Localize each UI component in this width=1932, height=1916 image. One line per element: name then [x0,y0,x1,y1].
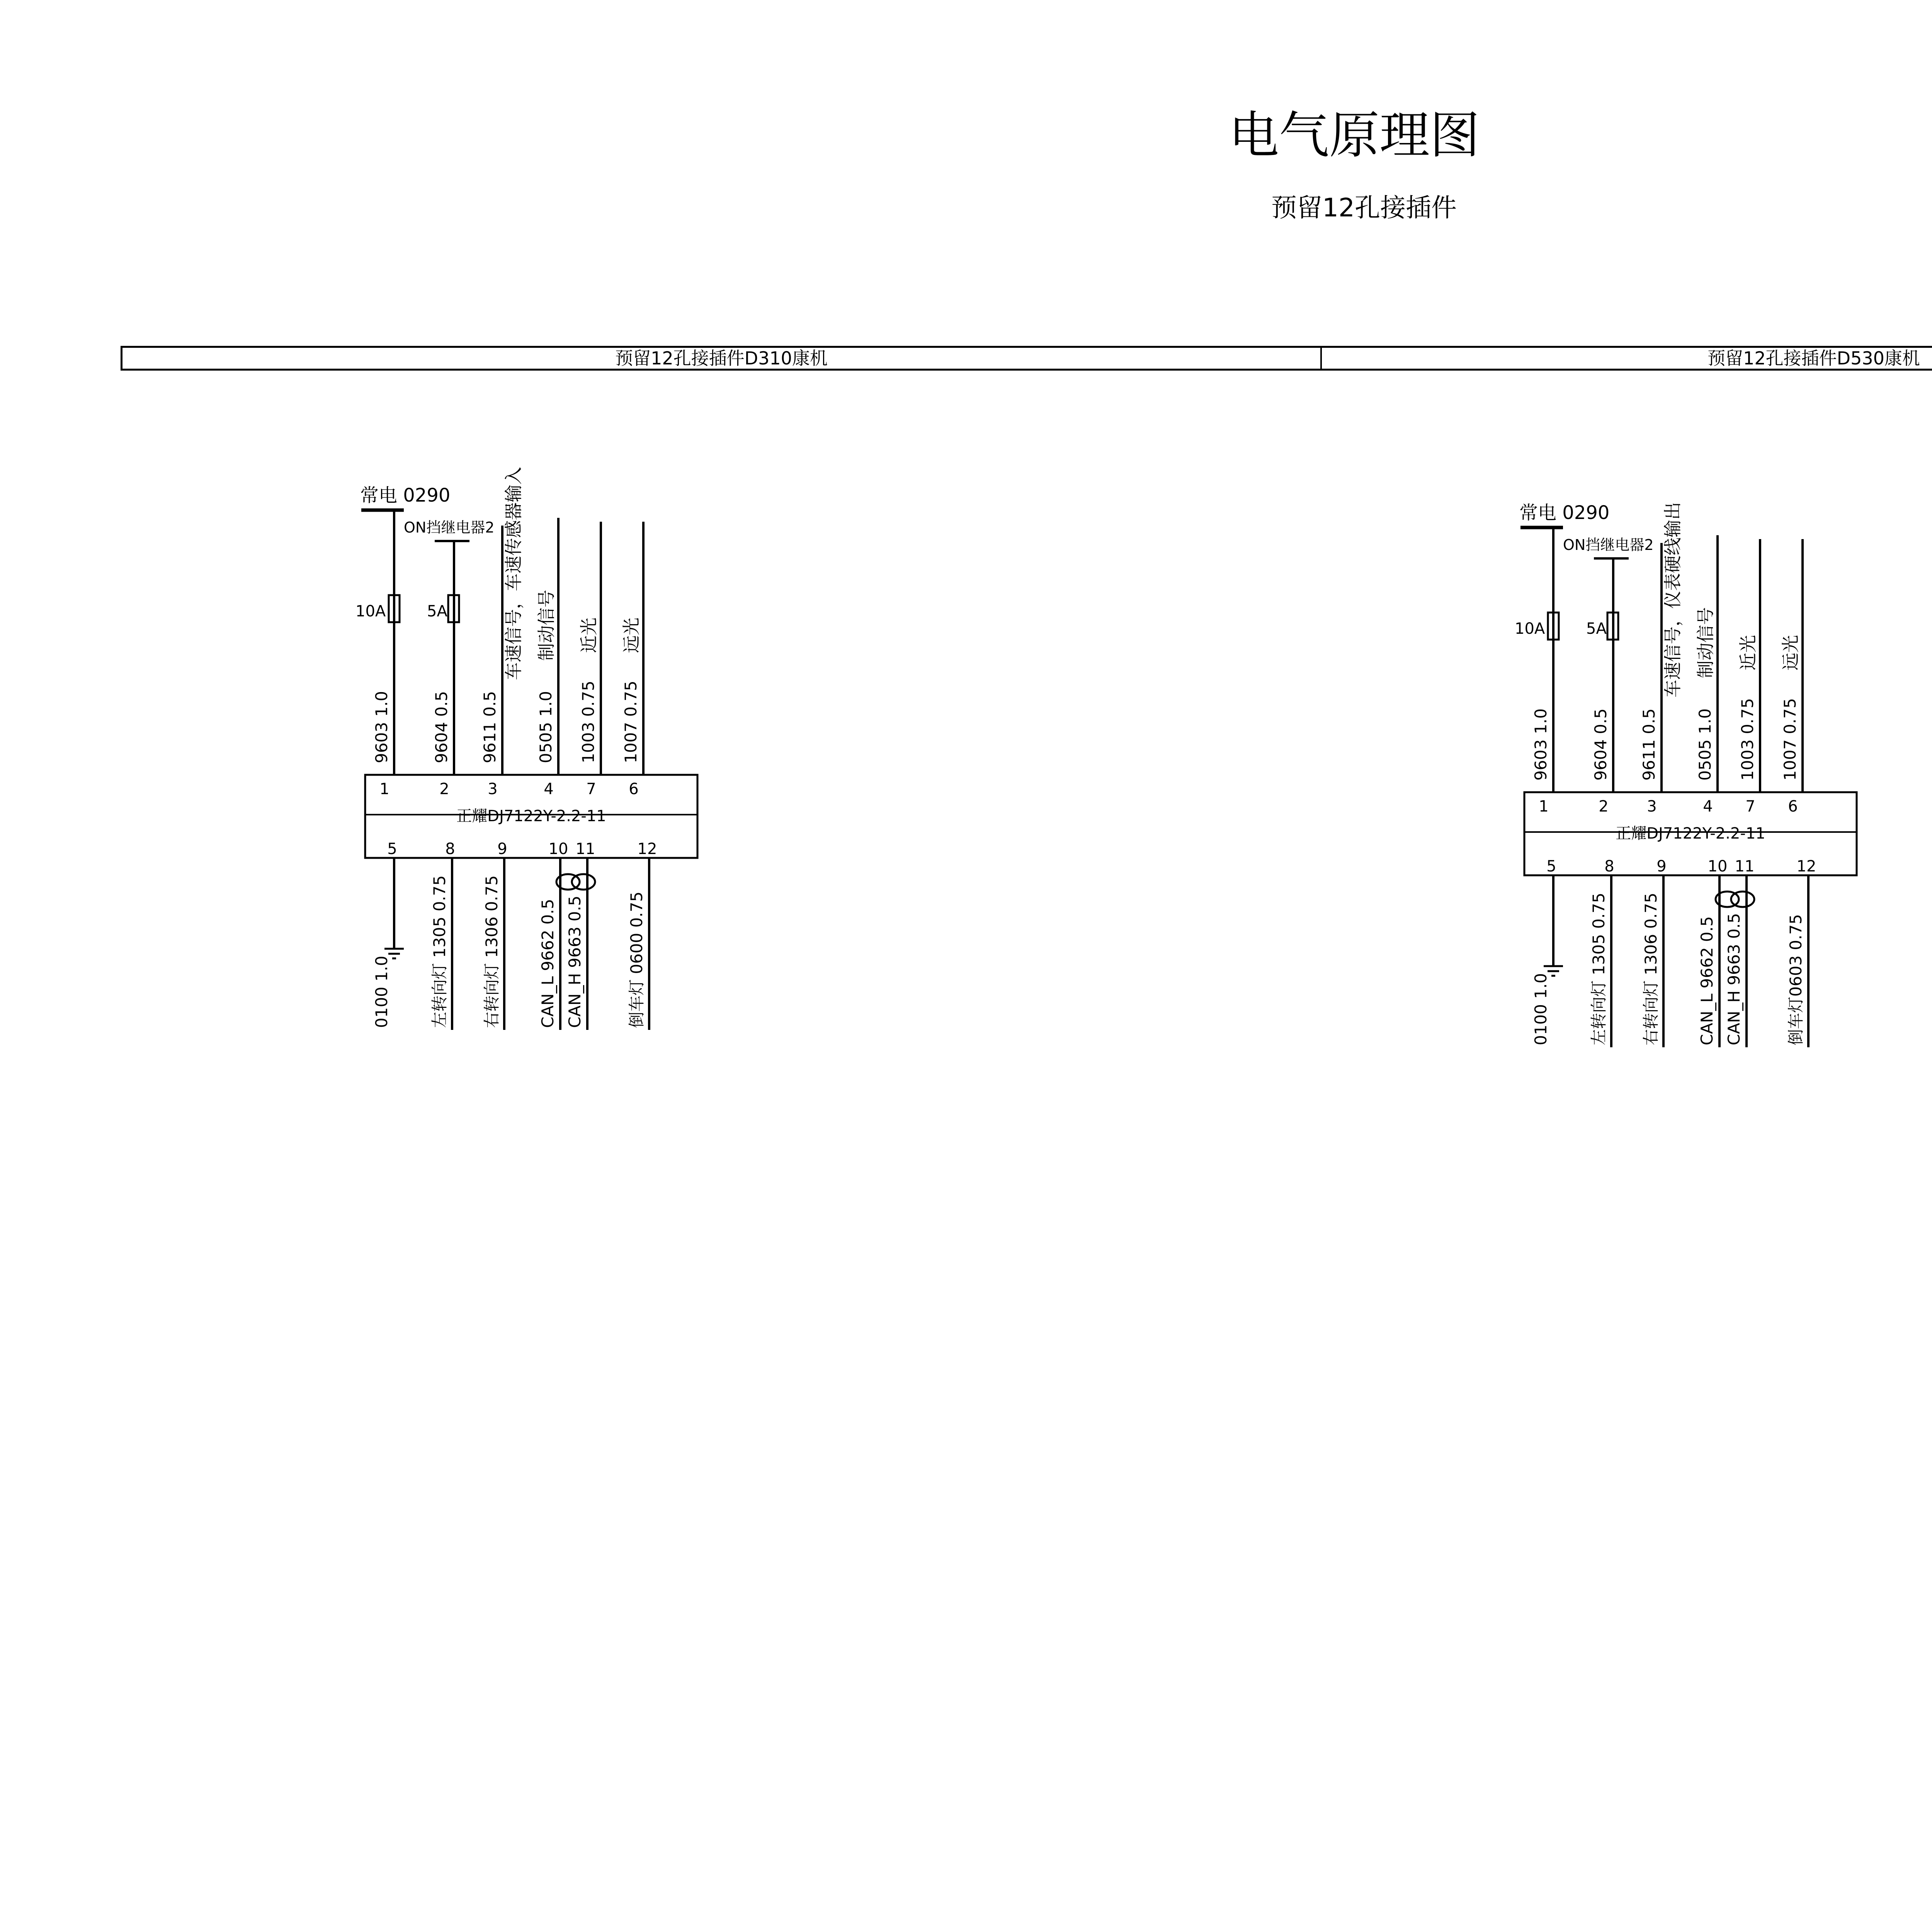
wire-label-top-3: 9611 0.5 [480,691,499,763]
header-cell-d530: 预留12孔接插件D530康机 [1320,348,1932,369]
wire-label-top-2: 9604 0.5 [1591,708,1610,781]
relay-label: ON挡继电器2 [404,519,495,536]
fuse-relay-label: 5A [427,602,447,620]
function-label-low-beam: 近光 [578,618,599,653]
pin-label-top-7: 7 [1745,798,1755,815]
pin-label-top-1: 1 [1539,798,1549,815]
pin-label-bottom-9: 9 [497,840,507,858]
page-subtitle: 预留12孔接插件 [1271,193,1457,223]
wire-label-bottom-5: CAN_H 9663 0.5 [565,895,584,1028]
fuse-relay-label: 5A [1586,620,1607,638]
relay-label: ON挡继电器2 [1563,536,1654,553]
diagram-group [1515,502,1857,1047]
wire-label-bottom-3: 右转向灯 1306 0.75 [482,875,501,1028]
pin-label-bottom-10: 10 [1708,858,1728,875]
pin-label-top-2: 2 [1599,798,1609,815]
wire-label-top-5: 1003 0.75 [1738,698,1757,781]
wire-label-top-4: 0505 1.0 [1696,708,1714,781]
pin-label-top-6: 6 [629,780,639,798]
pin-label-top-6: 6 [1788,798,1798,815]
supply-label: 常电 0290 [360,485,451,506]
wire-label-top-6: 1007 0.75 [1781,698,1799,781]
wire-label-top-2: 9604 0.5 [432,691,451,763]
wire-label-bottom-2: 左转向灯 1305 0.75 [1589,892,1608,1045]
wire-label-top-1: 9603 1.0 [372,691,391,763]
function-label-speed: 车速信号，车速传感器输入 [503,467,524,680]
pin-label-bottom-5: 5 [387,840,397,858]
function-label-brake: 制动信号 [1695,607,1716,678]
pin-label-bottom-9: 9 [1656,858,1667,875]
pin-label-top-2: 2 [439,780,449,798]
wire-label-top-3: 9611 0.5 [1639,708,1658,781]
twisted-pair-loop-right [1731,892,1754,907]
wire-label-bottom-5: CAN_H 9663 0.5 [1725,913,1743,1045]
wire-label-top-1: 9603 1.0 [1531,708,1550,781]
wire-label-bottom-4: CAN_L 9662 0.5 [1697,916,1716,1045]
supply-label: 常电 0290 [1519,502,1610,524]
wire-label-bottom-1: 0100 1.0 [1531,973,1550,1045]
pin-label-bottom-5: 5 [1546,858,1556,875]
wire-label-bottom-2: 左转向灯 1305 0.75 [430,875,449,1028]
connector-label: 正耀DJ7122Y-2.2-11 [1616,825,1765,842]
pin-label-bottom-12: 12 [1796,858,1816,875]
function-label-high-beam: 远光 [1780,635,1801,670]
function-label-low-beam: 近光 [1738,635,1759,670]
wire-label-bottom-4: CAN_L 9662 0.5 [538,898,557,1028]
pin-label-top-4: 4 [544,780,554,798]
pin-label-bottom-10: 10 [548,840,568,858]
fuse-main-label: 10A [1515,620,1545,638]
function-label-speed: 车速信号，仪表硬线输出 [1662,502,1683,698]
header-cell-d310: 预留12孔接插件D310康机 [122,348,1322,369]
wire-label-top-5: 1003 0.75 [579,681,598,763]
fuse-main-label: 10A [355,602,386,620]
wire-label-top-4: 0505 1.0 [536,691,555,763]
wire-label-bottom-6: 倒车灯0603 0.75 [1786,914,1805,1045]
pin-label-top-3: 3 [488,780,498,798]
wire-label-bottom-1: 0100 1.0 [372,955,391,1028]
pin-label-top-7: 7 [586,780,596,798]
pin-label-bottom-11: 11 [575,840,595,858]
pin-label-bottom-8: 8 [1604,858,1614,875]
connector-label: 正耀DJ7122Y-2.2-11 [456,807,606,825]
wire-label-bottom-6: 倒车灯 0600 0.75 [627,891,646,1028]
pin-label-top-1: 1 [379,780,389,798]
pin-label-bottom-11: 11 [1735,858,1755,875]
function-label-brake: 制动信号 [536,590,557,661]
pin-label-bottom-12: 12 [637,840,657,858]
pin-label-top-4: 4 [1703,798,1713,815]
wire-label-top-6: 1007 0.75 [621,681,640,763]
page-title: 电气原理图 [1229,106,1480,165]
wire-label-bottom-3: 右转向灯 1306 0.75 [1641,892,1660,1045]
function-label-high-beam: 远光 [621,618,642,653]
pin-label-top-3: 3 [1647,798,1657,815]
pin-label-bottom-8: 8 [445,840,455,858]
